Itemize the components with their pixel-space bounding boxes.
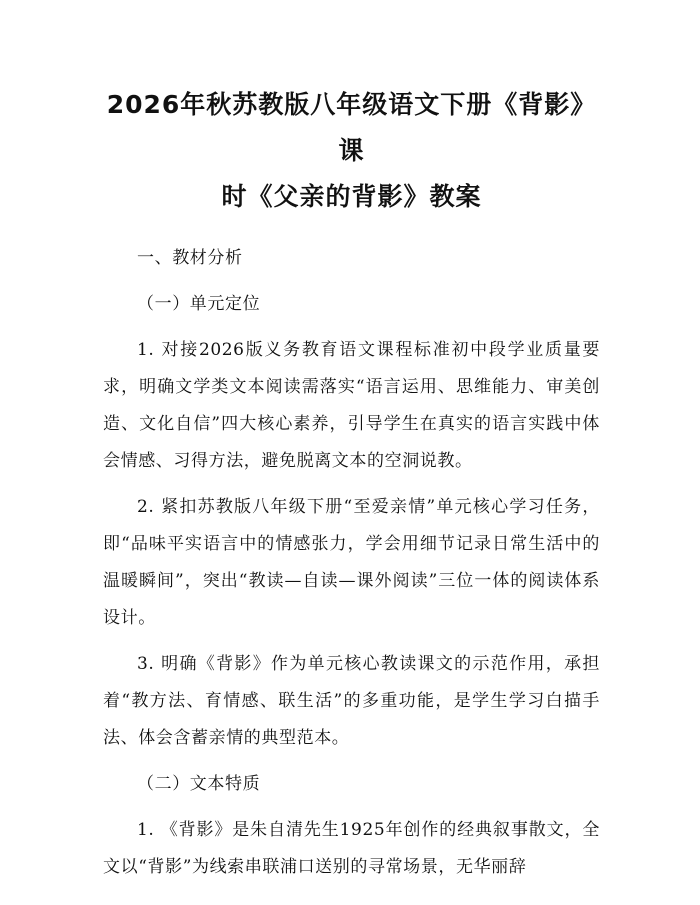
section-heading-teaching-material-analysis: 一、教材分析 [137, 248, 243, 268]
document-body [103, 240, 600, 886]
paragraph-unit-positioning-3: 3. 明确《背影》作为单元核心教读课文的示范作用，承担着“教方法、育情感、联生活”的多重功能，是学生学习白描手法、体会含蓄亲情的典型范本。 [103, 654, 600, 748]
paragraph-unit-positioning-2: 2. 紧扣苏教版八年级下册“至爱亲情”单元核心学习任务，即“品味平实语言中的情感张力，学会用细节记录日常生活中的温暖瞬间”，突出“教读—自读—课外阅读”三位一体的阅读体系设计。 [103, 497, 600, 628]
title-line-2: 时《父亲的背影》教案 [221, 182, 482, 211]
subsection-heading-text-characteristics: （二）文本特质 [137, 774, 261, 794]
document-title [103, 0, 600, 220]
paragraph-text-characteristics-1: 1. 《背影》是朱自清先生1925年创作的经典叙事散文，全文以“背影”为线索串联浦口送别的寻常场景，无华丽辞 [103, 820, 600, 877]
subsection-heading-unit-positioning: （一）单元定位 [137, 294, 261, 314]
title-line-1: 2026年秋苏教版八年级语文下册《背影》课 [106, 90, 597, 165]
paragraph-unit-positioning-1: 1. 对接2026版义务教育语文课程标准初中段学业质量要求，明确文学类文本阅读需落实“语言运用、思维能力、审美创造、文化自信”四大核心素养，引导学生在真实的语言实践中体会情感、习得方法，避免脱离文本的空洞说教。 [103, 340, 600, 471]
